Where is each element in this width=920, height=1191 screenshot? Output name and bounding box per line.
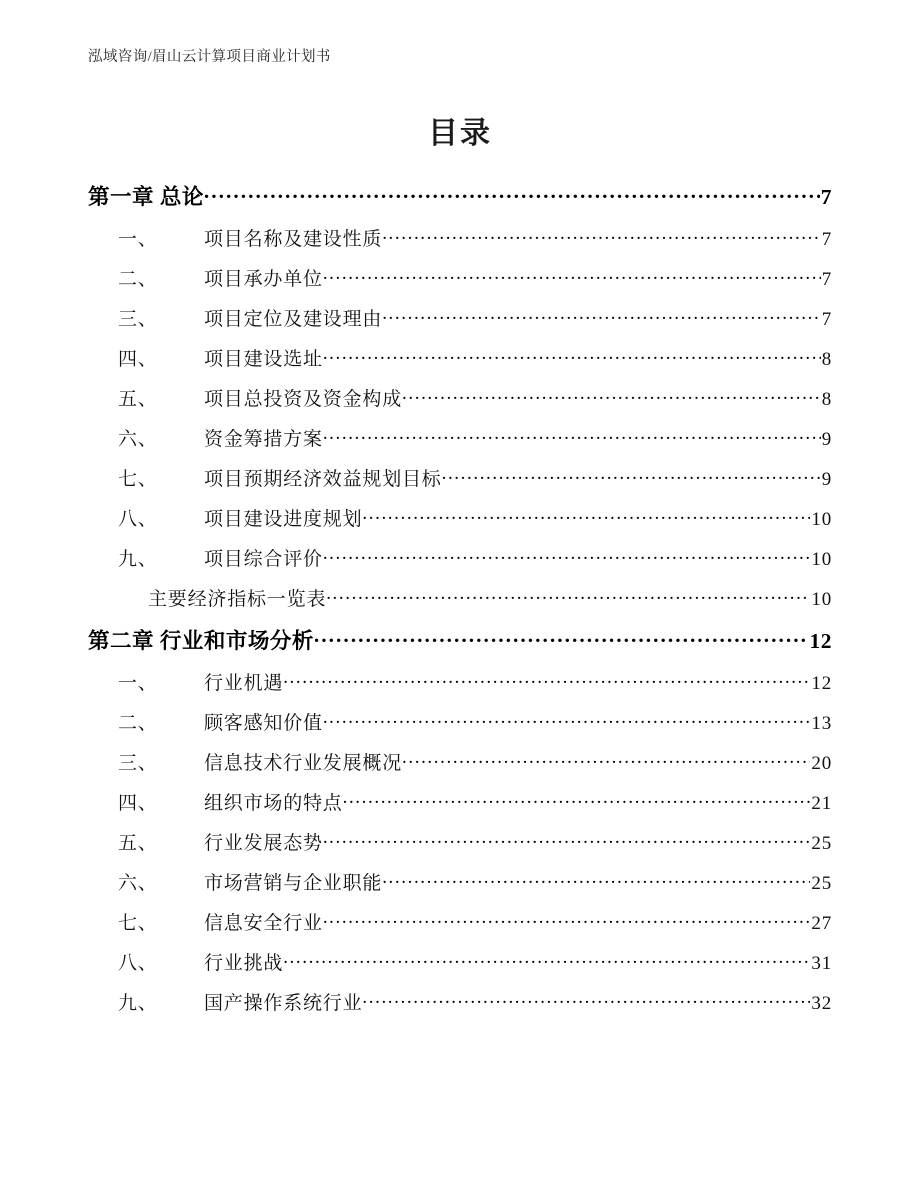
toc-entry-label: 第二章 行业和市场分析 [88,629,314,653]
toc-dot-leader [283,950,810,969]
toc-dot-leader [402,386,821,405]
toc-section-row[interactable] [88,868,832,908]
toc-entry-page-number: 25 [811,873,832,894]
toc-dot-leader [323,910,811,929]
toc-entry-number: 六、 [118,429,158,450]
toc-entry-label: 项目综合评价 [204,549,323,570]
toc-section-row[interactable] [88,988,832,1028]
toc-entry-number: 二、 [118,713,158,734]
toc-entry-page-number: 7 [821,229,832,250]
toc-entry-number: 三、 [118,309,158,330]
toc-dot-leader [362,506,810,525]
toc-entry-page-number: 13 [811,713,832,734]
toc-entry-page-number: 9 [821,469,832,490]
toc-dot-leader [204,183,820,205]
toc-entry-label: 项目名称及建设性质 [204,229,383,250]
toc-section-row[interactable] [88,264,832,304]
toc-dot-leader [323,346,821,365]
toc-entry-page-number: 8 [821,389,832,410]
toc-entry-label: 行业机遇 [204,673,284,694]
toc-entry-page-number: 20 [811,753,832,774]
toc-entry-page-number: 7 [821,309,832,330]
toc-entry-number: 四、 [118,793,158,814]
toc-entry-number: 一、 [118,229,158,250]
toc-entry-label: 资金筹措方案 [204,429,323,450]
toc-chapter-row[interactable] [88,624,832,668]
toc-entry-page-number: 8 [821,349,832,370]
toc-dot-leader [402,750,810,769]
toc-entry-label: 项目定位及建设理由 [204,309,383,330]
toc-section-row[interactable] [88,304,832,344]
toc-section-row[interactable] [88,948,832,988]
toc-entry-number: 八、 [118,953,158,974]
toc-entry-label: 行业发展态势 [204,833,323,854]
toc-section-row[interactable] [88,748,832,788]
toc-section-row[interactable] [88,344,832,384]
toc-entry-page-number: 31 [811,953,832,974]
toc-dot-leader [326,586,810,605]
table-of-contents-title: 目录 [428,117,492,150]
toc-dot-leader [382,226,820,245]
toc-dot-leader [382,870,810,889]
toc-entry-number: 七、 [118,469,158,490]
table-of-contents-list [88,180,832,1028]
toc-dot-leader [323,546,811,565]
toc-section-row[interactable] [88,504,832,544]
toc-section-row[interactable] [88,384,832,424]
toc-entry-label: 项目承办单位 [204,269,323,290]
toc-dot-leader [382,306,820,325]
toc-dot-leader [362,990,810,1009]
toc-entry-label: 信息安全行业 [204,913,323,934]
toc-entry-number: 六、 [118,873,158,894]
toc-entry-label: 信息技术行业发展概况 [204,753,403,774]
toc-entry-number: 九、 [118,549,158,570]
toc-entry-label: 行业挑战 [204,953,284,974]
toc-entry-number: 八、 [118,509,158,530]
toc-entry-page-number: 7 [821,269,832,290]
toc-entry-number: 二、 [118,269,158,290]
toc-section-row[interactable] [88,668,832,708]
toc-entry-page-number: 10 [811,589,832,610]
toc-entry-page-number: 25 [811,833,832,854]
toc-chapter-row[interactable] [88,180,832,224]
toc-entry-page-number: 10 [811,549,832,570]
toc-entry-number: 九、 [118,993,158,1014]
toc-section-row[interactable] [88,584,832,624]
toc-entry-label: 顾客感知价值 [204,713,323,734]
toc-entry-page-number: 10 [811,509,832,530]
toc-entry-page-number: 21 [811,793,832,814]
toc-entry-label: 项目总投资及资金构成 [204,389,403,410]
toc-dot-leader [283,670,810,689]
toc-entry-number: 一、 [118,673,158,694]
toc-dot-leader [323,830,811,849]
toc-entry-label: 第一章 总论 [88,185,204,209]
toc-entry-number: 七、 [118,913,158,934]
toc-entry-page-number: 7 [820,185,832,209]
toc-entry-label: 项目预期经济效益规划目标 [204,469,442,490]
toc-section-row[interactable] [88,544,832,584]
toc-entry-label: 主要经济指标一览表 [148,589,327,610]
toc-section-row[interactable] [88,224,832,264]
toc-section-row[interactable] [88,708,832,748]
toc-entry-label: 项目建设选址 [204,349,323,370]
toc-entry-page-number: 27 [811,913,832,934]
toc-section-row[interactable] [88,424,832,464]
toc-section-row[interactable] [88,828,832,868]
document-running-header: 泓域咨询/眉山云计算项目商业计划书 [88,49,331,65]
toc-entry-page-number: 12 [809,629,832,653]
toc-dot-leader [314,627,809,649]
toc-entry-number: 五、 [118,389,158,410]
toc-entry-label: 组织市场的特点 [204,793,343,814]
toc-dot-leader [323,266,821,285]
toc-section-row[interactable] [88,464,832,504]
toc-entry-label: 项目建设进度规划 [204,509,363,530]
toc-dot-leader [343,790,811,809]
toc-entry-page-number: 32 [811,993,832,1014]
toc-entry-number: 三、 [118,753,158,774]
toc-dot-leader [442,466,821,485]
toc-entry-number: 五、 [118,833,158,854]
toc-entry-page-number: 12 [811,673,832,694]
toc-section-row[interactable] [88,908,832,948]
toc-entry-number: 四、 [118,349,158,370]
toc-section-row[interactable] [88,788,832,828]
toc-entry-label: 国产操作系统行业 [204,993,363,1014]
toc-entry-page-number: 9 [821,429,832,450]
toc-entry-label: 市场营销与企业职能 [204,873,383,894]
toc-dot-leader [323,710,811,729]
toc-dot-leader [323,426,821,445]
